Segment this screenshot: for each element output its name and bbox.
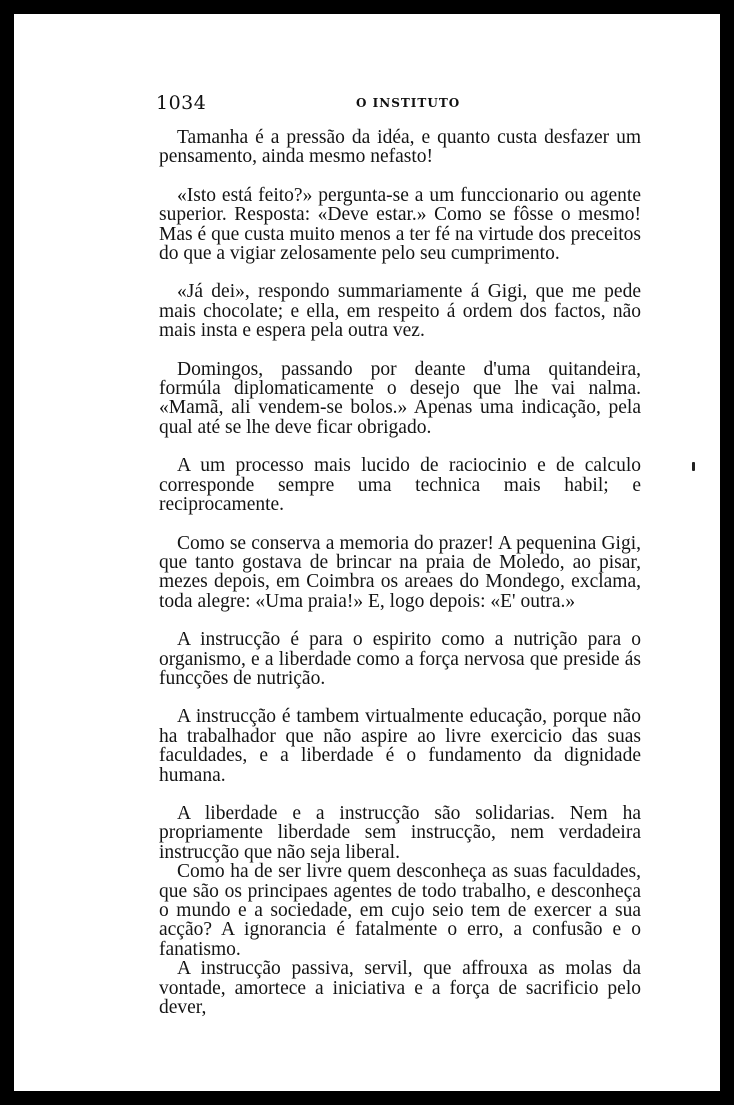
paragraph: A um processo mais lucido de raciocinio e de calculo corresponde sempre uma technica mais habil; e reciprocamente.	[159, 455, 641, 516]
page-number: 1034	[156, 92, 207, 114]
paragraph: «Isto está feito?» pergunta-se a um funccionario ou agente superior. Resposta: «Deve estar.» Como se fôsse o mesmo! Mas é que custa muito menos a ter fé na virtude dos preceitos do que a vigiar zelosamente pelo seu cumprimento.	[159, 184, 641, 265]
paragraph: Como ha de ser livre quem desconheça as suas faculdades, que são os principaes agentes de todo trabalho, e desconheça o mundo e a sociedade, em cujo seio tem de exercer a sua acção? A ignorancia é fatalmente o erro, a confusão e o fanatismo.	[159, 861, 641, 960]
paragraph: A instrucção é tambem virtualmente educação, porque não ha trabalhador que não aspire ao livre exercicio das suas faculdades, e a liberdade é o fundamento da dignidade humana.	[159, 706, 641, 786]
book-page	[14, 14, 720, 1091]
running-title: O INSTITUTO	[356, 96, 461, 110]
paragraph: A liberdade e a instrucção são solidarias. Nem ha propriamente liberdade sem instrucção, nem verdadeira instrucção que não seja liberal.	[159, 802, 641, 863]
page-header	[156, 92, 644, 122]
paragraph: Domingos, passando por deante d'uma quitandeira, formúla diplomaticamente o desejo que lhe vai nalma. «Mamã, ali vendem-se bolos.» Apenas uma indicação, pela qual até se lhe deve ficar obrigado.	[159, 358, 641, 438]
paragraph: Como se conserva a memoria do prazer! A pequenina Gigi, que tanto gostava de brincar na praia de Moledo, ao pisar, mezes depois, em Coimbra os areaes do Mondego, exclama, toda alegre: «Uma praia!» E, logo depois: «E' outra.»	[159, 532, 641, 612]
paragraph: A instrucção é para o espirito como a nutrição para o organismo, e a liberdade como a força nervosa que preside ás funcções de nutrição.	[159, 629, 641, 689]
paragraph: A instrucção passiva, servil, que affrouxa as molas da vontade, amortece a iniciativa e a força de sacrificio pelo dever,	[159, 958, 641, 1019]
paragraph: «Já dei», respondo summariamente á Gigi, que me pede mais chocolate; e ella, em respeito á ordem dos factos, não mais insta e espera pela outra vez.	[159, 281, 641, 342]
paragraph: Tamanha é a pressão da idéa, e quanto custa desfazer um pensamento, ainda mesmo nefasto!	[159, 127, 641, 168]
margin-mark	[692, 462, 695, 471]
body-text	[159, 128, 641, 1017]
